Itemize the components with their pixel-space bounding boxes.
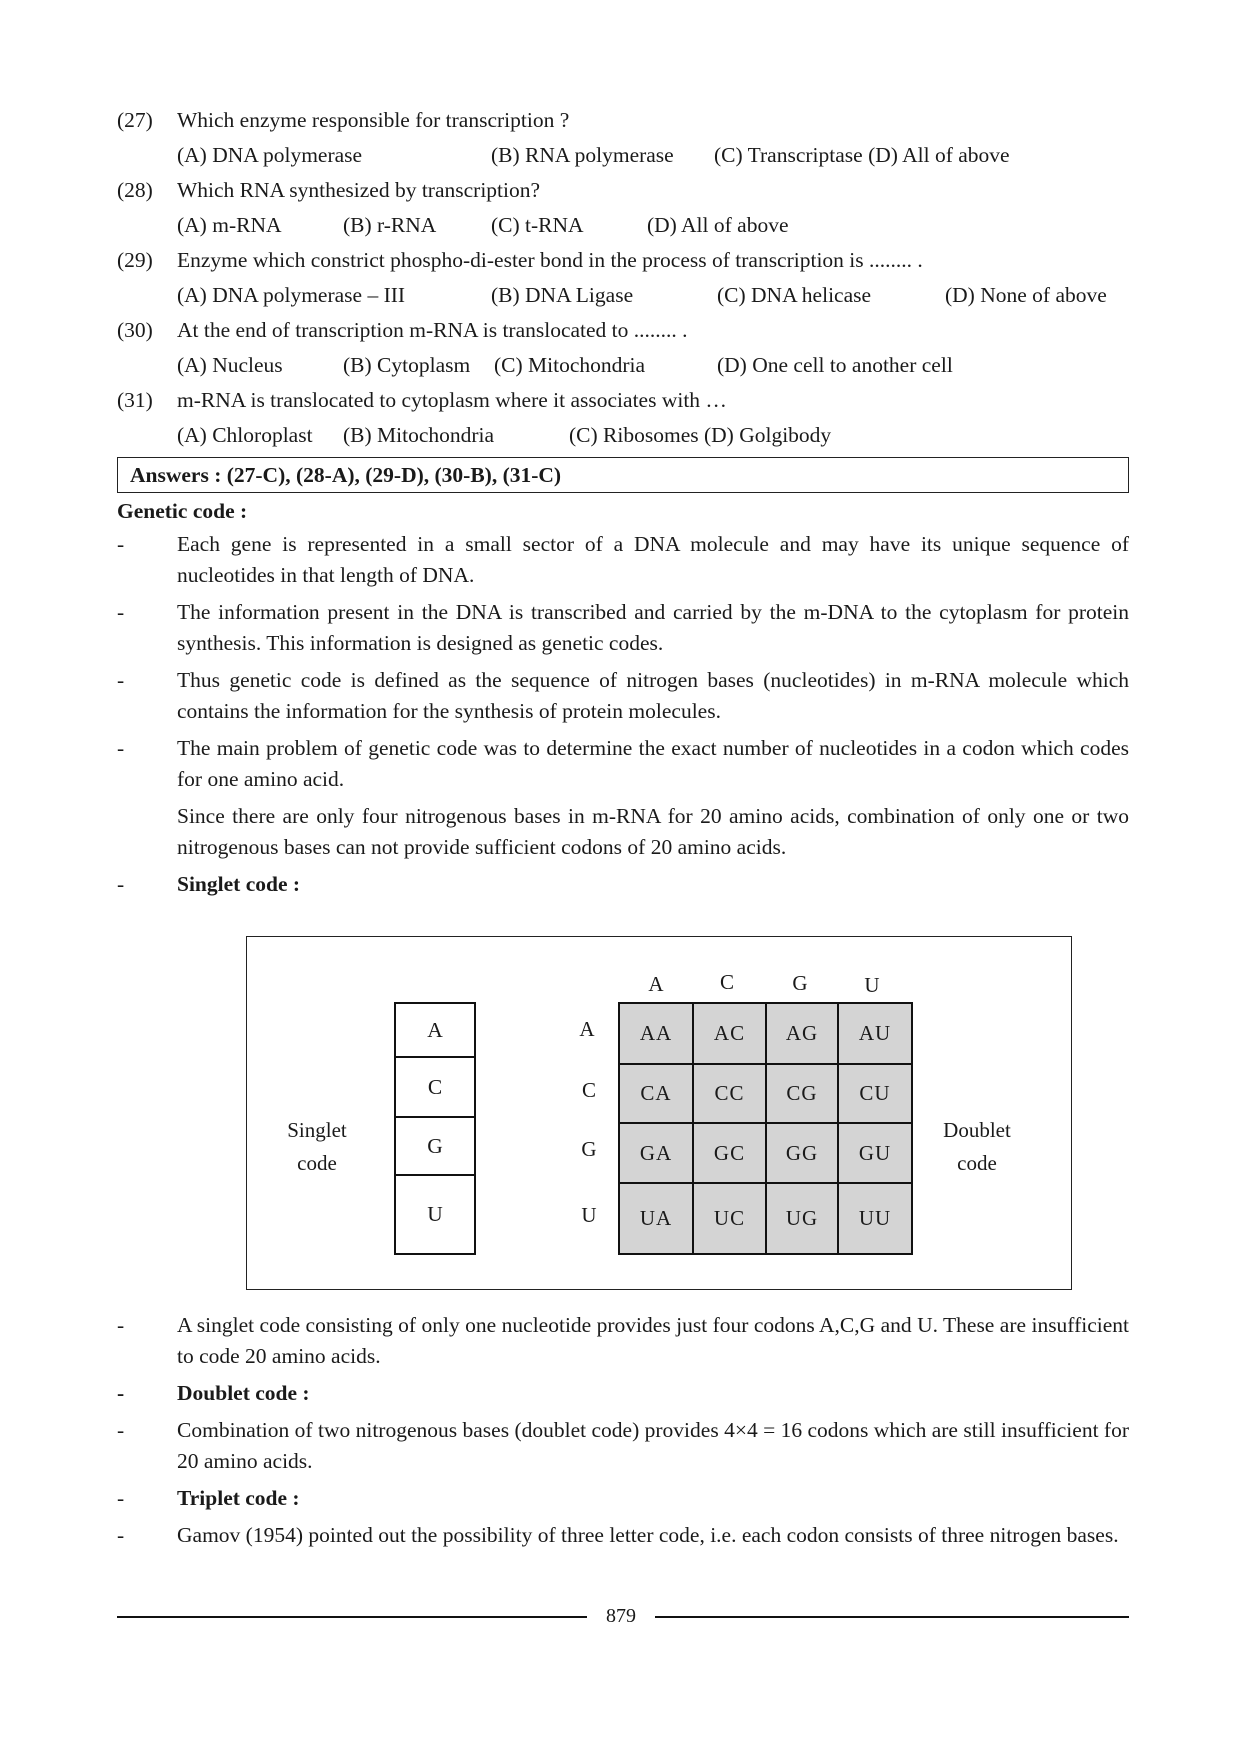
question-text: m-RNA is translocated to cytoplasm where it associates with … [177,388,727,412]
singlet-label-line: code [297,1151,337,1175]
question-29-options [177,277,1129,314]
bullet-item [117,1520,1129,1551]
doublet-heading: Doublet code : [177,1381,310,1405]
option: (C) Transcriptase (D) All of above [714,143,1010,167]
bullet-dash: - [117,872,125,896]
grid-cell: UC [694,1184,767,1253]
grid-cell: CC [694,1065,767,1124]
footer-rule-left [117,1616,587,1618]
bullet-dash: - [117,1523,125,1547]
singlet-code-box [394,1002,476,1255]
bullet-text: Thus genetic code is defined as the sequence of nitrogen bases (nucleotides) in m-RNA molecule which contains the information for the synthesis of protein molecules. [177,668,1129,723]
question-number: (30) [117,318,153,342]
grid-cell: GA [620,1124,694,1184]
triplet-heading-row [117,1483,1129,1514]
triplet-heading: Triplet code : [177,1486,300,1510]
doublet-label-line: Doublet [943,1118,1011,1142]
grid-cell: UG [767,1184,839,1253]
grid-cell: CU [839,1065,911,1124]
grid-cell: AC [694,1004,767,1065]
grid-cell: UA [620,1184,694,1253]
grid-cell: CG [767,1065,839,1124]
bullet-item [117,529,1129,591]
grid-cell: AU [839,1004,911,1065]
row-header: A [579,1017,595,1041]
row-header: C [581,1078,596,1102]
doublet-heading-row [117,1378,1129,1409]
doublet-label-line: code [957,1151,997,1175]
question-30 [117,314,1129,347]
option: (C) Ribosomes (D) Golgibody [569,423,832,447]
question-number: (28) [117,178,153,202]
bullet-dash: - [117,1313,125,1337]
bullet-text: Each gene is represented in a small sector of a DNA molecule and may have its unique sequence of nucleotides in that length of DNA. [177,532,1129,587]
bullet-dash: - [117,532,125,556]
column-header: C [719,970,734,994]
singlet-code-label [282,1114,352,1180]
option: (A) DNA polymerase [177,143,363,167]
bullet-item [117,597,1129,659]
option: (C) t-RNA [491,213,584,237]
option: (D) None of above [945,283,1107,307]
footer-rule-right [655,1616,1129,1618]
page-content [117,104,1129,906]
bullet-text: The information present in the DNA is transcribed and carried by the m-DNA to the cytoplasm for protein synthesis. This information is designed as genetic codes. [177,600,1129,655]
question-31-options [177,417,1129,454]
option: (A) m-RNA [177,213,282,237]
page-footer [117,1599,1129,1633]
question-text: Which enzyme responsible for transcription ? [177,108,570,132]
option: (B) Cytoplasm [343,353,471,377]
question-text: Which RNA synthesized by transcription? [177,178,541,202]
doublet-text: Combination of two nitrogenous bases (doublet code) provides 4×4 = 16 codons which are still insufficient for 20 amino acids. [177,1418,1129,1473]
question-text: At the end of transcription m-RNA is translocated to ........ . [177,318,688,342]
singlet-cell: A [396,1004,474,1058]
answers-box: Answers : (27-C), (28-A), (29-D), (30-B), (31-C) [117,457,1129,493]
singlet-heading: Singlet code : [177,872,301,896]
bullet-dash: - [117,1418,125,1442]
bullet-dash: - [117,668,125,692]
question-number: (27) [117,108,153,132]
singlet-cell: C [396,1058,474,1118]
bullet-item [117,665,1129,727]
triplet-text: Gamov (1954) pointed out the possibility of three letter code, i.e. each codon consists of three nitrogen bases. [177,1523,1119,1547]
bullet-text: The main problem of genetic code was to determine the exact number of nucleotides in a codon which codes for one amino acid. [177,736,1129,791]
row-header: G [581,1137,597,1161]
option: (A) DNA polymerase – III [177,283,406,307]
grid-cell: GC [694,1124,767,1184]
column-header: G [792,971,808,995]
option: (A) Nucleus [177,353,283,377]
bullet-dash: - [117,600,125,624]
bullet-dash: - [117,1486,125,1510]
question-number: (31) [117,388,153,412]
option: (C) Mitochondria [494,353,646,377]
option: (C) DNA helicase [717,283,872,307]
bullet-dash: - [117,736,125,760]
option: (B) DNA Ligase [491,283,634,307]
bullet-dash: - [117,1381,125,1405]
singlet-cell: G [396,1118,474,1176]
singlet-cell: U [427,1202,443,1226]
bullet-item [117,733,1129,795]
doublet-code-label [937,1114,1017,1180]
option: (B) r-RNA [343,213,437,237]
question-27-options [177,137,1129,174]
option: (B) RNA polymerase [491,143,674,167]
grid-cell: UU [858,1206,892,1230]
option: (B) Mitochondria [343,423,495,447]
question-text: Enzyme which constrict phospho-di-ester bond in the process of transcription is ........ . [177,248,923,272]
genetic-code-heading: Genetic code : [117,499,248,523]
question-number: (29) [117,248,153,272]
question-31 [117,384,1129,417]
question-30-options [177,347,1129,384]
bullet-item [117,1310,1129,1372]
page-content-lower [117,1310,1129,1557]
question-29 [117,244,1129,277]
doublet-code-grid [618,1002,913,1255]
bullet-item [117,1415,1129,1477]
grid-cell: GU [839,1124,911,1184]
question-27 [117,104,1129,137]
grid-cell: AG [767,1004,839,1065]
continuation-paragraph: Since there are only four nitrogenous bases in m-RNA for 20 amino acids, combination of only one or two nitrogenous bases can not provide sufficient codons of 20 amino acids. [177,804,1129,859]
singlet-heading-row [117,869,1129,900]
singlet-label-line: Singlet [287,1118,347,1142]
column-header: U [864,973,880,997]
option: (D) One cell to another cell [717,353,953,377]
grid-cell: CA [620,1065,694,1124]
codon-figure [246,936,1072,1290]
option: (D) All of above [647,213,789,237]
question-28 [117,174,1129,207]
grid-cell: GG [767,1124,839,1184]
column-header: A [648,972,664,996]
page-number: 879 [606,1605,636,1627]
singlet-text: A singlet code consisting of only one nucleotide provides just four codons A,C,G and U. These are insufficient to code 20 amino acids. [177,1313,1129,1368]
grid-cell: AA [620,1004,694,1065]
option: (A) Chloroplast [177,423,313,447]
row-header: U [581,1203,597,1227]
question-28-options [177,207,1129,244]
